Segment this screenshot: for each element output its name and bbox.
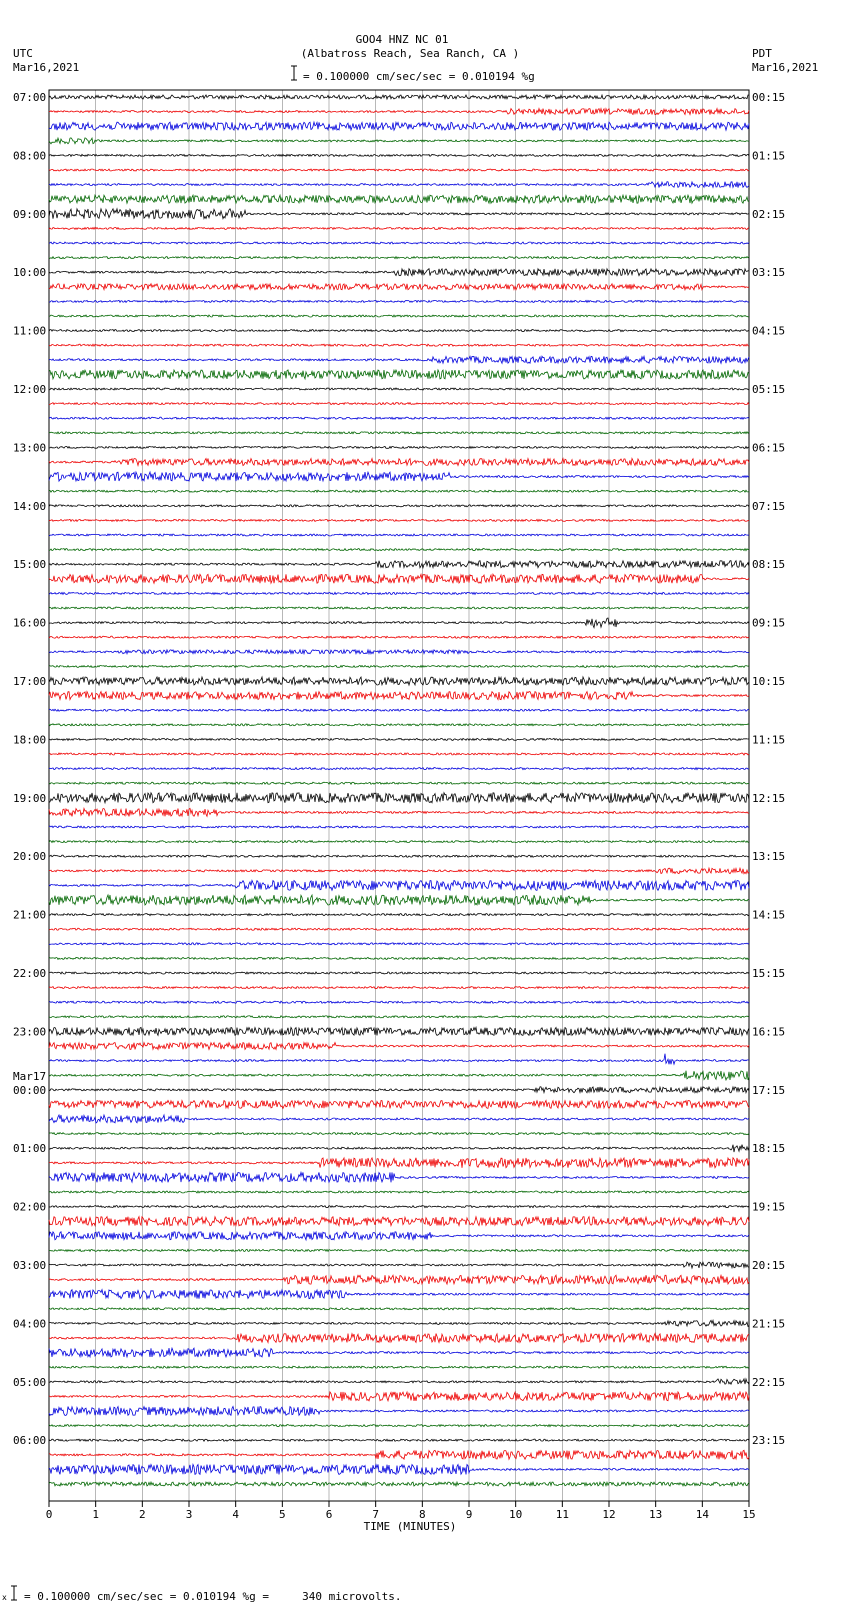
trace-74	[49, 1172, 749, 1182]
trace-62	[49, 1001, 749, 1003]
trace-3	[49, 138, 749, 144]
trace-30	[49, 534, 749, 536]
trace-16	[49, 330, 749, 332]
trace-39	[49, 665, 749, 667]
utc-hour-label-13: 20:00	[13, 850, 47, 864]
x-tick-label-3: 3	[185, 1508, 193, 1521]
utc-hour-label-1: 08:00	[13, 149, 47, 163]
x-tick-label-9: 9	[465, 1508, 473, 1521]
trace-65	[49, 1043, 749, 1050]
trace-2	[49, 122, 749, 130]
trace-1	[49, 109, 749, 115]
pdt-hour-label-16: 16:15	[752, 1025, 786, 1039]
trace-81	[49, 1275, 749, 1284]
trace-11	[49, 257, 749, 259]
trace-91	[49, 1425, 749, 1427]
trace-73	[49, 1158, 749, 1168]
utc-hour-label-10: 17:00	[13, 675, 47, 688]
left-timezone: UTC	[13, 47, 33, 60]
x-tick-label-0: 0	[45, 1508, 53, 1521]
left-date: Mar16,2021	[13, 61, 80, 74]
scale-text: = 0.100000 cm/sec/sec = 0.010194 %g	[303, 70, 535, 83]
x-tick-label-15: 15	[742, 1508, 756, 1521]
utc-hour-label-4: 11:00	[13, 324, 47, 338]
trace-61	[49, 987, 749, 989]
pdt-hour-label-20: 20:15	[752, 1259, 786, 1272]
utc-hour-label-2: 09:00	[13, 207, 47, 221]
scale-bar-icon	[291, 66, 297, 80]
utc-hour-label-5: 12:00	[13, 383, 47, 396]
footer-prefix: x	[2, 1593, 7, 1602]
trace-78	[49, 1232, 749, 1240]
trace-45	[49, 753, 749, 755]
x-tick-label-11: 11	[555, 1508, 569, 1521]
x-tick-label-4: 4	[232, 1508, 239, 1521]
trace-0	[49, 95, 749, 99]
trace-79	[49, 1249, 749, 1251]
trace-31	[49, 549, 749, 551]
trace-28	[49, 505, 749, 507]
footer-scale-bar-icon	[11, 1586, 17, 1600]
trace-86	[49, 1348, 749, 1357]
trace-8	[49, 209, 749, 219]
trace-50	[49, 826, 749, 828]
trace-6	[49, 182, 749, 188]
pdt-hour-label-17: 17:15	[752, 1083, 786, 1097]
utc-hour-label-16: 23:00	[13, 1025, 47, 1039]
x-tick-label-2: 2	[139, 1508, 146, 1521]
trace-89	[49, 1392, 749, 1401]
pdt-hour-label-11: 11:15	[752, 733, 786, 747]
trace-82	[49, 1290, 749, 1299]
utc-hour-label-18: 01:00	[13, 1142, 47, 1156]
trace-44	[49, 738, 749, 740]
trace-14	[49, 300, 749, 302]
trace-49	[49, 808, 749, 816]
trace-83	[49, 1308, 749, 1310]
utc-hour-label-17: 00:00	[13, 1083, 47, 1097]
trace-37	[49, 636, 749, 638]
utc-hour-label-20: 03:00	[13, 1259, 47, 1272]
trace-51	[49, 841, 749, 843]
footer-scale-text: = 0.100000 cm/sec/sec = 0.010194 %g = 340 microvolts.	[24, 1590, 402, 1603]
trace-20	[49, 388, 749, 390]
trace-17	[49, 344, 749, 346]
trace-94	[49, 1464, 749, 1474]
trace-12	[49, 269, 749, 276]
trace-84	[49, 1320, 749, 1326]
utc-hour-label-11: 18:00	[13, 733, 47, 747]
x-tick-label-10: 10	[509, 1508, 523, 1521]
trace-21	[49, 403, 749, 405]
trace-18	[49, 356, 749, 363]
trace-34	[49, 592, 749, 594]
utc-hour-label-19: 02:00	[13, 1200, 47, 1214]
trace-67	[49, 1071, 749, 1080]
trace-26	[49, 472, 749, 481]
trace-56	[49, 914, 749, 916]
trace-24	[49, 446, 749, 448]
trace-47	[49, 782, 749, 784]
trace-9	[49, 227, 749, 229]
trace-4	[49, 154, 749, 156]
seismic-traces	[49, 95, 749, 1486]
utc-hour-label-12: 19:00	[13, 791, 47, 805]
trace-40	[49, 677, 749, 685]
trace-60	[49, 972, 749, 974]
trace-93	[49, 1450, 749, 1459]
trace-23	[49, 432, 749, 434]
pdt-hour-label-22: 22:15	[752, 1375, 786, 1389]
trace-76	[49, 1206, 749, 1208]
trace-77	[49, 1217, 749, 1226]
trace-7	[49, 195, 749, 203]
date-change-label: Mar17	[13, 1069, 47, 1083]
trace-88	[49, 1379, 749, 1385]
trace-90	[49, 1407, 749, 1416]
pdt-hour-label-23: 23:15	[752, 1434, 786, 1448]
trace-33	[49, 574, 749, 583]
x-tick-label-8: 8	[419, 1508, 426, 1521]
utc-hour-label-14: 21:00	[13, 908, 47, 922]
pdt-hour-label-7: 07:15	[752, 499, 786, 513]
trace-54	[49, 880, 749, 890]
trace-36	[49, 618, 749, 628]
trace-69	[49, 1100, 749, 1108]
pdt-hour-label-4: 04:15	[752, 324, 786, 338]
trace-64	[49, 1027, 749, 1035]
utc-hour-label-6: 13:00	[13, 441, 47, 455]
x-tick-label-5: 5	[279, 1508, 286, 1521]
pdt-hour-label-13: 13:15	[752, 850, 786, 864]
pdt-hour-label-14: 14:15	[752, 908, 786, 922]
trace-46	[49, 768, 749, 770]
x-tick-label-1: 1	[92, 1508, 99, 1521]
trace-63	[49, 1016, 749, 1018]
trace-25	[49, 459, 749, 466]
utc-hour-label-15: 22:00	[13, 967, 47, 980]
pdt-hour-label-0: 00:15	[752, 91, 786, 104]
x-tick-label-7: 7	[372, 1508, 379, 1521]
chart-title: GOO4 HNZ NC 01	[355, 33, 449, 46]
pdt-hour-label-6: 06:15	[752, 441, 786, 455]
trace-92	[49, 1439, 749, 1441]
x-tick-label-6: 6	[325, 1508, 333, 1521]
trace-95	[49, 1482, 749, 1486]
utc-hour-label-9: 16:00	[13, 616, 47, 630]
trace-48	[49, 793, 749, 803]
trace-27	[49, 490, 749, 492]
x-tick-label-13: 13	[649, 1508, 663, 1521]
pdt-hour-label-19: 19:15	[752, 1200, 786, 1214]
pdt-hour-label-8: 08:15	[752, 558, 786, 572]
pdt-hour-label-21: 21:15	[752, 1317, 786, 1331]
trace-68	[49, 1087, 749, 1093]
trace-52	[49, 855, 749, 857]
trace-70	[49, 1115, 749, 1123]
trace-57	[49, 928, 749, 930]
utc-hour-label-23: 06:00	[13, 1434, 47, 1448]
trace-41	[49, 692, 749, 700]
trace-42	[49, 709, 749, 711]
trace-72	[49, 1145, 749, 1153]
trace-53	[49, 868, 749, 874]
x-tick-label-14: 14	[695, 1508, 709, 1521]
station-location: (Albatross Reach, Sea Ranch, CA )	[300, 47, 520, 60]
pdt-hour-label-3: 03:15	[752, 266, 786, 280]
trace-35	[49, 607, 749, 609]
trace-58	[49, 943, 749, 945]
pdt-hour-label-1: 01:15	[752, 149, 786, 163]
pdt-hour-label-2: 02:15	[752, 207, 786, 221]
trace-22	[49, 417, 749, 419]
pdt-hour-label-5: 05:15	[752, 383, 786, 396]
trace-55	[49, 895, 749, 905]
trace-87	[49, 1366, 749, 1368]
trace-71	[49, 1133, 749, 1135]
utc-hour-label-22: 05:00	[13, 1375, 47, 1389]
pdt-hour-label-18: 18:15	[752, 1142, 786, 1156]
utc-hour-label-3: 10:00	[13, 266, 47, 280]
trace-80	[49, 1262, 749, 1268]
utc-hour-label-0: 07:00	[13, 91, 47, 104]
trace-75	[49, 1191, 749, 1193]
x-tick-label-12: 12	[602, 1508, 616, 1521]
x-axis-ticks	[46, 1501, 756, 1521]
trace-66	[49, 1054, 749, 1065]
x-axis-label: TIME (MINUTES)	[363, 1520, 457, 1533]
utc-hour-label-7: 14:00	[13, 499, 47, 513]
trace-15	[49, 315, 749, 317]
pdt-hour-label-9: 09:15	[752, 616, 786, 630]
trace-38	[49, 650, 749, 654]
pdt-hour-label-10: 10:15	[752, 675, 786, 688]
trace-59	[49, 957, 749, 959]
pdt-hour-label-15: 15:15	[752, 967, 786, 980]
right-timezone: PDT	[752, 47, 772, 60]
trace-43	[49, 724, 749, 726]
trace-29	[49, 519, 749, 521]
utc-hour-label-8: 15:00	[13, 558, 47, 572]
utc-hour-label-21: 04:00	[13, 1317, 47, 1331]
pdt-hour-label-12: 12:15	[752, 791, 786, 805]
trace-5	[49, 169, 749, 171]
trace-19	[49, 370, 749, 379]
trace-13	[49, 284, 749, 290]
trace-85	[49, 1334, 749, 1343]
trace-32	[49, 561, 749, 568]
trace-10	[49, 242, 749, 244]
right-date: Mar16,2021	[752, 61, 819, 74]
